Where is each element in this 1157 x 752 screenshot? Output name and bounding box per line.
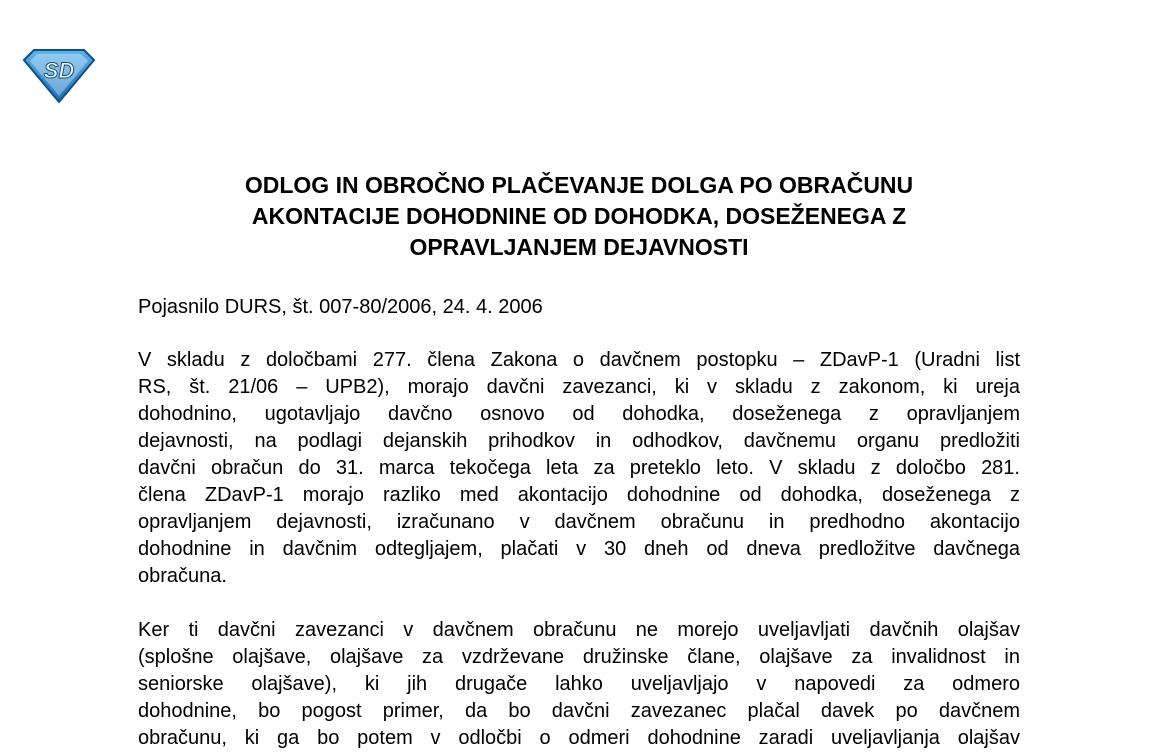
- reference-line: Pojasnilo DURS, št. 007-80/2006, 24. 4. 2006: [138, 296, 543, 318]
- paragraph-line: člena ZDavP-1 morajo razliko med akontacijo dohodnine od dohodka, doseženega z: [138, 484, 1020, 506]
- paragraph-line: opravljanjem dejavnosti, izračunano v davčnem obračunu in predhodno akontacijo: [138, 511, 1020, 533]
- paragraph-line: (splošne olajšave, olajšave za vzdrževane družinske člane, olajšave za invalidnost in: [138, 646, 1020, 668]
- title-line: ODLOG IN OBROČNO PLAČEVANJE DOLGA PO OBRAČUNU: [244, 172, 914, 198]
- paragraph-line: dohodnine, bo pogost primer, da bo davčni zavezanec plačal davek po davčnem: [138, 700, 1020, 722]
- paragraph-line: RS, št. 21/06 – UPB2), morajo davčni zavezanci, ki v skladu z zakonom, ki ureja: [138, 376, 1020, 398]
- paragraph-line: dohodnino, ugotavljajo davčno osnovo od dohodka, doseženega z opravljanjem: [138, 403, 1020, 425]
- paragraph-line: seniorske olajšave), ki jih drugače lahko uveljavljajo v napovedi za odmero: [138, 673, 1020, 695]
- paragraph-1: [138, 347, 1020, 590]
- shield-logo-icon: [22, 48, 96, 104]
- paragraph-line: dejavnosti, na podlagi dejanskih prihodkov in odhodkov, davčnemu organu predložiti: [138, 430, 1020, 452]
- paragraph-line: dohodnine in davčnim odtegljajem, plačati v 30 dneh od dneva predložitve davčnega: [138, 538, 1020, 560]
- title-line: OPRAVLJANJEM DEJAVNOSTI: [409, 234, 749, 260]
- logo-text: SD: [43, 58, 75, 83]
- sd-logo: [22, 48, 96, 104]
- paragraph-2: [138, 617, 1020, 752]
- title-line: AKONTACIJE DOHODNINE OD DOHODKA, DOSEŽENEGA Z: [251, 203, 907, 229]
- paragraph-line: obračunu, ki ga bo potem v odločbi o odmeri dohodnine zaradi uveljavljanja olajšav: [138, 727, 1020, 749]
- paragraph-line: Ker ti davčni zavezanci v davčnem obračunu ne morejo uveljavljati davčnih olajšav: [138, 619, 1020, 641]
- paragraph-line: davčni obračun do 31. marca tekočega leta za preteklo leto. V skladu z določbo 281.: [138, 457, 1020, 479]
- document-title: [138, 170, 1020, 263]
- paragraph-line: V skladu z določbami 277. člena Zakona o davčnem postopku – ZDavP-1 (Uradni list: [138, 349, 1020, 371]
- paragraph-line: obračuna.: [138, 565, 227, 587]
